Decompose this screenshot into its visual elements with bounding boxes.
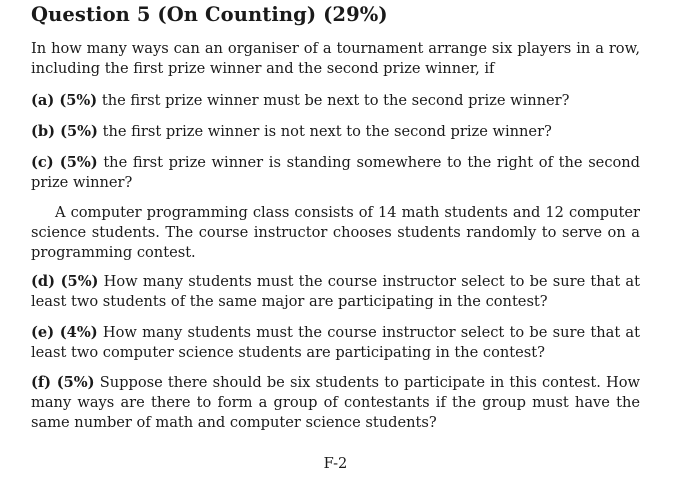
- part-b-label: (b) (5%): [31, 123, 98, 140]
- question-title: Question 5 (On Counting) (29%): [31, 3, 388, 26]
- part-a: [31, 91, 640, 111]
- part-c-text: the first prize winner is standing somewhere to the right of the second prize winner?: [31, 154, 641, 191]
- part-a-text: the first prize winner must be next to the second prize winner?: [101, 92, 570, 109]
- part-d-label: (d) (5%): [31, 273, 99, 290]
- part-d: [31, 272, 640, 312]
- part-c-label: (c) (5%): [31, 154, 98, 171]
- part-b-text: the first prize winner is not next to the second prize winner?: [102, 123, 552, 140]
- part-f-text: Suppose there should be six students to participate in this contest. How many ways are there to form a group of contestants if the group must have the same number of math and computer science students?: [31, 374, 641, 431]
- part-e-text: How many students must the course instructor select to be sure that at least two computer science students are participating in the contest?: [31, 324, 640, 361]
- part-e: [31, 323, 640, 363]
- part-c: [31, 153, 640, 193]
- context-paragraph: A computer programming class consists of 14 math students and 12 computer science students. The course instructor chooses students randomly to serve on a programming contest.: [31, 204, 640, 261]
- part-d-text: How many students must the course instructor select to be sure that at least two students of the same major are participating in the contest?: [31, 273, 640, 310]
- part-f-label: (f) (5%): [31, 374, 95, 391]
- part-f: [31, 373, 640, 433]
- part-a-label: (a) (5%): [31, 92, 98, 109]
- part-b: [31, 122, 640, 142]
- part-e-label: (e) (4%): [31, 324, 98, 341]
- page-footer: F-2: [323, 455, 348, 472]
- intro-paragraph: In how many ways can an organiser of a tournament arrange six players in a row, including the first prize winner and the second prize winner, if: [31, 40, 640, 77]
